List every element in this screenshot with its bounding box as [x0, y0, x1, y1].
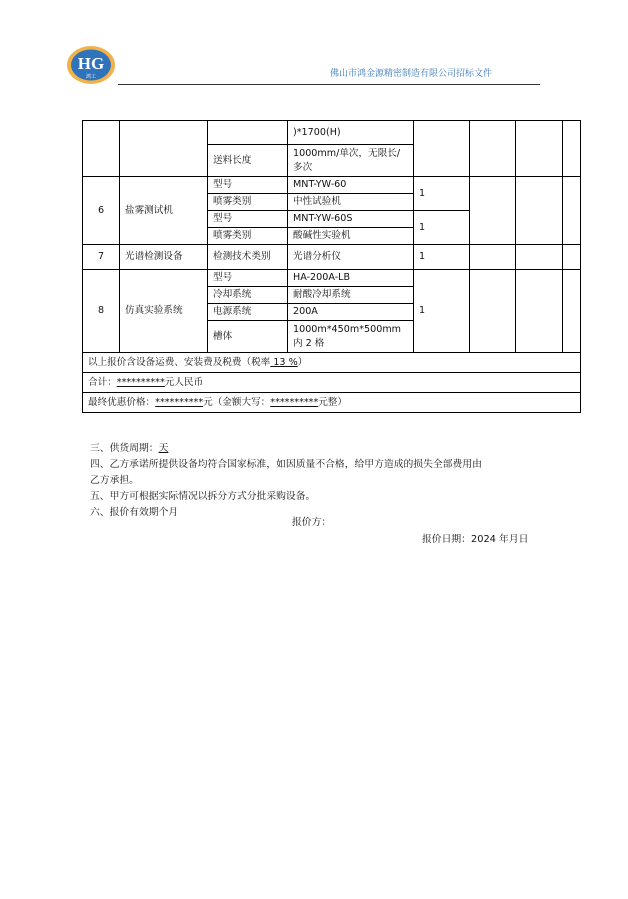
note-delivery-label: 三、供货周期： — [90, 443, 159, 454]
cell-blank — [120, 121, 208, 177]
qty-cell: 1 — [414, 211, 470, 245]
param-value-line: 多次 — [293, 161, 313, 173]
qty-cell: 1 — [414, 245, 470, 270]
param-value: 光谱分析仪 — [288, 245, 414, 270]
logo-subtext: 鸿工 — [85, 74, 97, 80]
table-row — [83, 245, 581, 270]
terms-notes — [90, 441, 482, 521]
note-delivery — [90, 441, 482, 457]
param-label: 槽体 — [208, 321, 288, 353]
final-price-row — [83, 393, 581, 413]
summary-cell — [83, 353, 581, 373]
final-price-cell — [83, 393, 581, 413]
param-value: MNT-YW-60 — [288, 177, 414, 194]
cell-blank — [516, 177, 563, 245]
param-label: 喷雾类别 — [208, 194, 288, 211]
param-value-line: 内 2 格 — [293, 337, 325, 349]
item-name: 盐雾测试机 — [120, 177, 208, 245]
param-value: 中性试验机 — [288, 194, 414, 211]
cell-blank — [563, 121, 581, 177]
param-value-line: 1000m*450m*500mm — [293, 323, 402, 335]
total-prefix: 合计： — [88, 376, 117, 388]
final-amount: ********** — [155, 396, 204, 408]
table-row — [83, 121, 581, 145]
cell-blank — [563, 177, 581, 245]
item-name: 光谱检测设备 — [120, 245, 208, 270]
param-label: 喷雾类别 — [208, 228, 288, 245]
item-number: 7 — [83, 245, 120, 270]
final-amount-words: ********** — [270, 396, 319, 408]
note-quality-line1: 四、乙方承诺所提供设备均符合国家标准，如因质量不合格，给甲方造成的损失全部费用由 — [90, 459, 482, 470]
param-value: HA-200A-LB — [288, 270, 414, 287]
summary-row — [83, 353, 581, 373]
item-number: 8 — [83, 270, 120, 353]
cell-blank — [516, 245, 563, 270]
quote-date: 报价日期：2024 年月日 — [422, 534, 529, 545]
note-split-purchase: 五、甲方可根据实际情况以拆分方式分批采购设备。 — [90, 491, 316, 502]
spec-table — [82, 120, 581, 413]
summary-suffix: ） — [297, 356, 308, 368]
note-validity: 六、报价有效期个月 — [90, 507, 179, 518]
param-label: 检测技术类别 — [208, 245, 288, 270]
tax-rate: 13 % — [270, 356, 298, 368]
cell-blank — [470, 245, 516, 270]
company-logo — [66, 45, 116, 85]
qty-cell — [414, 121, 470, 177]
total-row — [83, 373, 581, 393]
cell-blank — [516, 121, 563, 177]
param-label: 型号 — [208, 211, 288, 228]
logo-text: HG — [77, 54, 105, 73]
param-label: 型号 — [208, 177, 288, 194]
cell-blank — [208, 121, 288, 145]
company-header-title: 佛山市鸿金源精密制造有限公司招标文件 — [330, 69, 493, 79]
note-delivery-value: 天 — [158, 443, 169, 454]
param-label: 型号 — [208, 270, 288, 287]
param-value — [288, 321, 414, 353]
total-cell — [83, 373, 581, 393]
total-suffix: 元人民币 — [164, 376, 204, 388]
final-prefix: 最终优惠价格： — [88, 396, 156, 408]
cell-blank — [470, 270, 516, 353]
item-name: 仿真实验系统 — [120, 270, 208, 353]
final-mid: 元（金额大写： — [203, 396, 271, 408]
param-value: MNT-YW-60S — [288, 211, 414, 228]
param-label: 送料长度 — [208, 145, 288, 177]
cell-blank — [563, 245, 581, 270]
param-value: )*1700(H) — [288, 121, 414, 145]
param-label: 电源系统 — [208, 304, 288, 321]
item-number: 6 — [83, 177, 120, 245]
qty-cell: 1 — [414, 270, 470, 353]
param-value: 酸碱性实验机 — [288, 228, 414, 245]
param-label: 冷却系统 — [208, 287, 288, 304]
qty-cell: 1 — [414, 177, 470, 211]
cell-blank — [563, 270, 581, 353]
cell-blank — [470, 121, 516, 177]
table-row — [83, 177, 581, 194]
quoter-signature: 报价方： — [292, 517, 332, 528]
cell-blank — [516, 270, 563, 353]
param-value: 耐酸冷却系统 — [288, 287, 414, 304]
final-suffix: 元整） — [318, 396, 348, 408]
cell-blank — [83, 121, 120, 177]
header-divider — [118, 84, 540, 85]
note-quality-line2: 乙方承担。 — [90, 475, 139, 486]
param-value: 200A — [288, 304, 414, 321]
param-value-line: 1000mm/单次，无限长/ — [293, 147, 401, 159]
summary-prefix: 以上报价含设备运费、安装费及税费（税率 — [88, 356, 271, 368]
table-row — [83, 270, 581, 287]
param-value — [288, 145, 414, 177]
cell-blank — [470, 177, 516, 245]
total-amount: ********** — [116, 376, 165, 388]
